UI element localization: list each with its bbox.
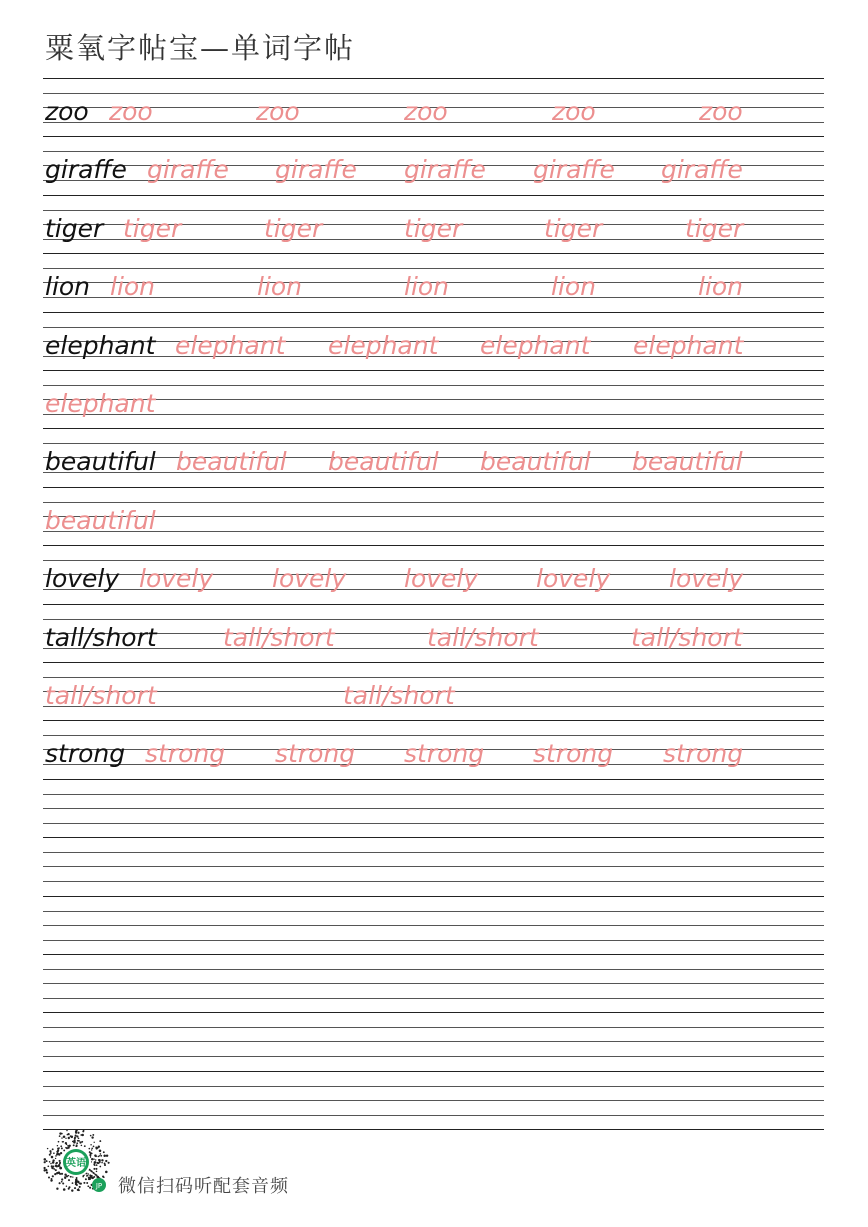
trace-word: lion: [257, 272, 303, 302]
trace-word: giraffe: [533, 155, 615, 185]
rule-line: [43, 969, 824, 970]
rule-line: [43, 1027, 824, 1028]
model-word: elephant: [45, 330, 156, 360]
trace-word: strong: [404, 739, 485, 769]
trace-word: beautiful: [328, 447, 439, 477]
practice-row: [43, 592, 824, 650]
trace-word: tiger: [404, 213, 463, 243]
trace-word: lovely: [404, 564, 479, 594]
rule-line: [43, 998, 824, 999]
trace-word: zoo: [256, 97, 300, 126]
rule-line: [43, 1041, 824, 1042]
practice-row: [43, 708, 824, 769]
trace-word: zoo: [404, 97, 448, 126]
trace-word: giraffe: [661, 155, 743, 185]
rule-line: [43, 954, 824, 955]
practice-row: [43, 650, 824, 708]
trace-word: beautiful: [632, 447, 743, 477]
practice-row: [43, 358, 824, 416]
practice-row: [43, 475, 824, 533]
trace-word: tiger: [685, 213, 744, 243]
model-word: tall/short: [45, 622, 157, 652]
trace-word: lovely: [272, 564, 347, 594]
practice-row: [43, 533, 824, 594]
rule-line: [43, 983, 824, 984]
page-title: 粟氧字帖宝—单词字帖: [45, 31, 356, 65]
practice-row: [43, 300, 824, 358]
trace-word: giraffe: [404, 155, 486, 185]
rule-line: [43, 1086, 824, 1087]
practice-row: [43, 416, 824, 477]
trace-word: zoo: [109, 97, 153, 126]
model-word: zoo: [45, 97, 89, 126]
rule-line: [43, 1056, 824, 1057]
trace-word: strong: [145, 739, 226, 769]
trace-word: giraffe: [147, 155, 229, 185]
rule-line: [43, 808, 824, 809]
practice-row: [43, 183, 824, 241]
trace-word: beautiful: [176, 447, 287, 477]
trace-word: elephant: [633, 330, 744, 360]
trace-word: tall/short: [631, 622, 743, 652]
model-word: tiger: [45, 213, 104, 243]
rule-line: [43, 940, 824, 941]
footer: [42, 1128, 342, 1198]
model-word: strong: [45, 739, 126, 769]
model-word: lovely: [45, 564, 120, 594]
trace-word: elephant: [480, 330, 591, 360]
trace-word: lion: [404, 272, 450, 302]
rule-line: [43, 1071, 824, 1072]
trace-word: lovely: [669, 564, 744, 594]
trace-word: beautiful: [480, 447, 591, 477]
rule-line: [43, 881, 824, 882]
rule-line: [43, 823, 824, 824]
trace-word: giraffe: [275, 155, 357, 185]
trace-word: lion: [551, 272, 597, 302]
practice-sheet: [43, 0, 824, 1227]
model-word: giraffe: [45, 155, 127, 185]
rule-line: [43, 794, 824, 795]
trace-word: lovely: [536, 564, 611, 594]
trace-word: strong: [533, 739, 614, 769]
trace-word: zoo: [552, 97, 596, 126]
trace-word: tiger: [544, 213, 603, 243]
trace-word: strong: [275, 739, 356, 769]
model-word: lion: [45, 272, 91, 302]
trace-word: beautiful: [45, 505, 156, 535]
rule-line: [43, 837, 824, 838]
trace-word: elephant: [45, 389, 156, 418]
trace-word: strong: [663, 739, 744, 769]
rule-line: [43, 866, 824, 867]
trace-word: tall/short: [343, 681, 455, 710]
trace-word: lion: [110, 272, 156, 302]
rule-line: [43, 779, 824, 780]
qr-code-icon: [42, 1128, 110, 1196]
rule-line: [43, 896, 824, 897]
trace-word: tall/short: [45, 681, 157, 710]
trace-word: zoo: [699, 97, 743, 126]
trace-word: tall/short: [223, 622, 335, 652]
trace-word: lion: [698, 272, 744, 302]
rule-line: [43, 852, 824, 853]
practice-row: [43, 124, 824, 185]
trace-word: elephant: [328, 330, 439, 360]
rule-line: [43, 1012, 824, 1013]
trace-word: lovely: [139, 564, 214, 594]
trace-word: tiger: [123, 213, 182, 243]
trace-word: tiger: [264, 213, 323, 243]
rule-line: [43, 1115, 824, 1116]
qr-badge-text: 英语: [66, 1158, 86, 1169]
practice-row: [43, 241, 824, 302]
rule-line: [43, 925, 824, 926]
rule-line: [43, 911, 824, 912]
model-word: beautiful: [45, 447, 156, 477]
rule-line: [43, 1100, 824, 1101]
qr-small-badge-text: JP: [95, 1182, 103, 1190]
footer-caption: 微信扫码听配套音频: [118, 1176, 289, 1197]
trace-word: elephant: [175, 330, 286, 360]
practice-row: [43, 66, 824, 124]
trace-word: tall/short: [427, 622, 539, 652]
